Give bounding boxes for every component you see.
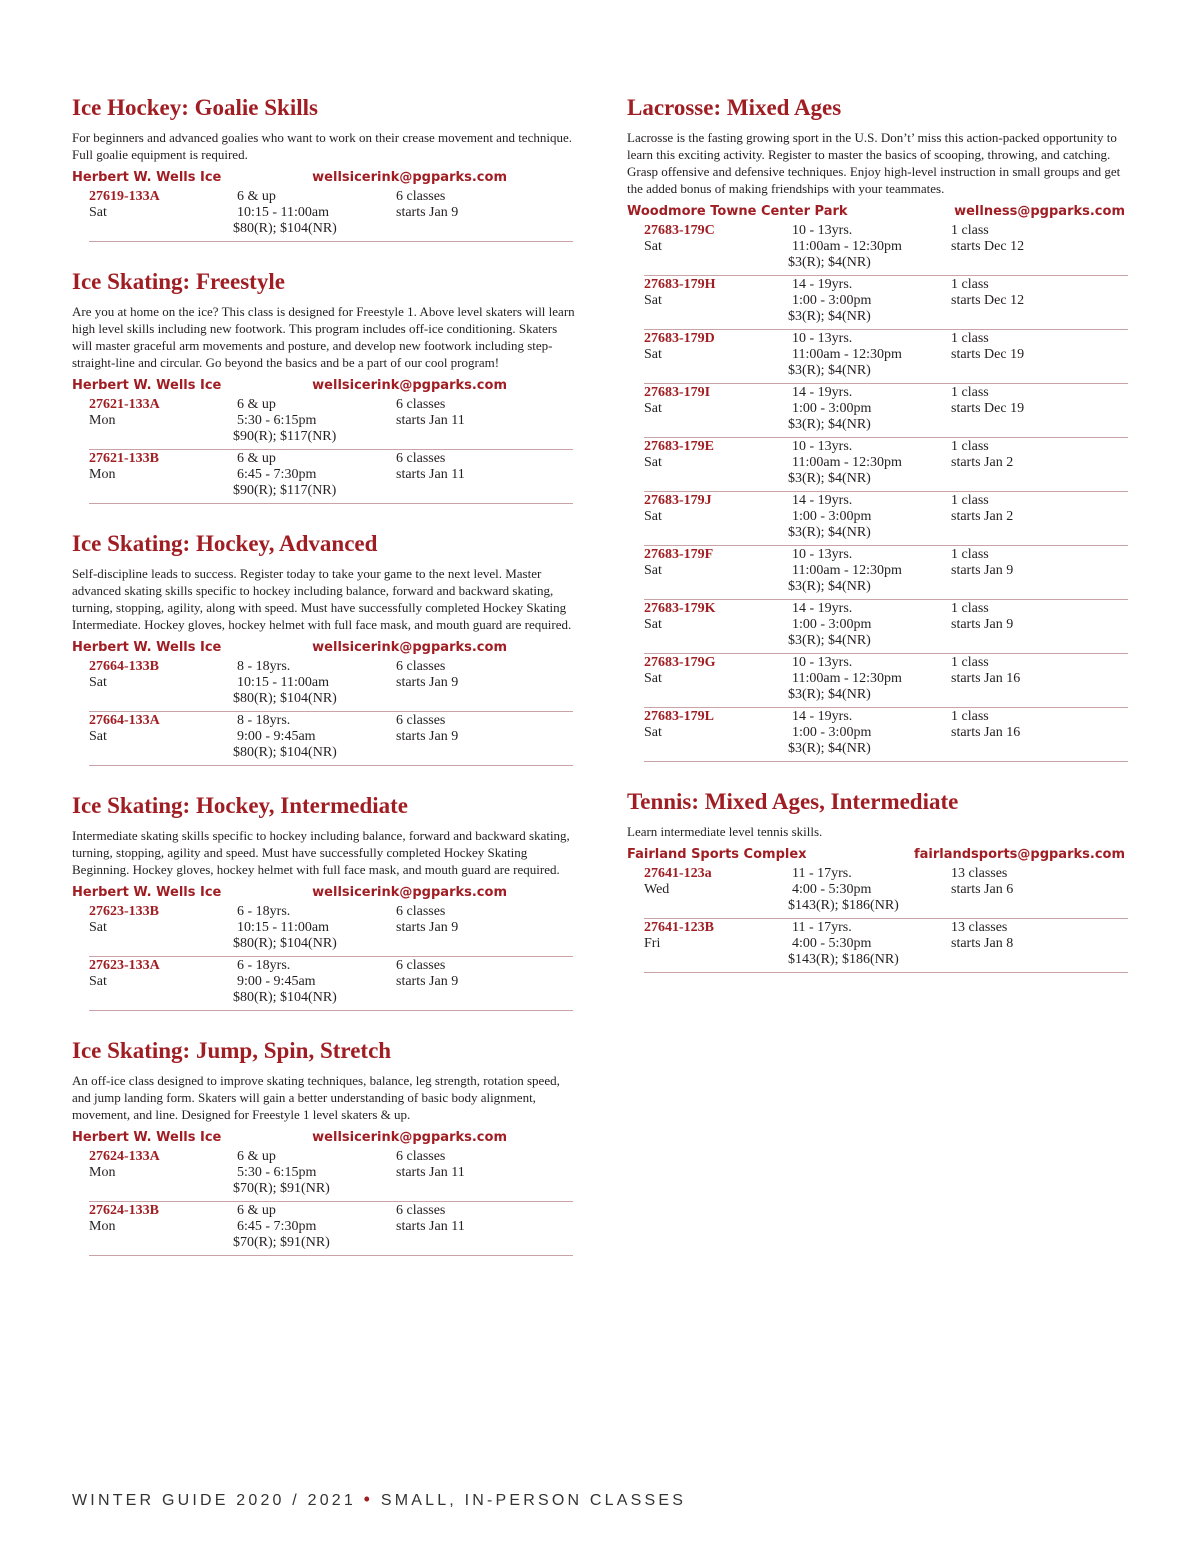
- class-day: Sat: [644, 293, 662, 308]
- program-title: Lacrosse: Mixed Ages: [627, 95, 842, 120]
- class-code: 27683-179C: [644, 223, 715, 238]
- class-fee: $80(R); $104(NR): [233, 936, 337, 951]
- class-start-date: starts Jan 9: [396, 675, 459, 690]
- class-row: [89, 189, 573, 242]
- class-day: Sat: [644, 347, 662, 362]
- location-email[interactable]: fairlandsports@pgparks.com: [913, 847, 1125, 862]
- location-name: Herbert W. Wells Ice: [72, 170, 222, 185]
- class-row: [644, 331, 1128, 384]
- class-list: [72, 189, 577, 242]
- class-start-date: starts Jan 9: [396, 729, 459, 744]
- class-age: 6 & up: [237, 1149, 276, 1164]
- class-start-date: starts Jan 2: [951, 509, 1014, 524]
- class-code: 27683-179I: [644, 385, 711, 400]
- class-fee: $3(R); $4(NR): [788, 471, 871, 486]
- class-fee: $80(R); $104(NR): [233, 990, 337, 1005]
- class-time: 10:15 - 11:00am: [237, 675, 330, 690]
- class-row: [644, 547, 1128, 600]
- class-code: 27664-133B: [89, 659, 159, 674]
- class-code: 27623-133B: [89, 904, 159, 919]
- class-fee: $3(R); $4(NR): [788, 579, 871, 594]
- class-count: 13 classes: [951, 866, 1008, 881]
- program-description: Self-discipline leads to success. Register today to take your game to the next level. Master advanced skating skills specific to hockey including balance, forward and backward skating, turning, stopping, agility, along with speed. Must have successfully completed Hockey Skating Intermediate. Hockey gloves, hockey helmet with full face mask, and mouth guard are required.: [72, 566, 572, 632]
- class-fee: $80(R); $104(NR): [233, 221, 337, 236]
- program-section: [627, 94, 1132, 762]
- class-count: 6 classes: [396, 1149, 446, 1164]
- class-fee: $143(R); $186(NR): [788, 898, 899, 913]
- class-count: 1 class: [951, 655, 989, 670]
- class-age: 14 - 19yrs.: [792, 709, 853, 724]
- class-count: 1 class: [951, 223, 989, 238]
- class-row: [644, 655, 1128, 708]
- class-day: Sat: [644, 239, 662, 254]
- location-row: [72, 1129, 507, 1147]
- program-section: [72, 530, 577, 766]
- class-count: 1 class: [951, 709, 989, 724]
- class-row: [89, 1203, 573, 1256]
- class-start-date: starts Jan 11: [396, 467, 465, 482]
- program-description: Lacrosse is the fasting growing sport in the U.S. Don’t’ miss this action-packed opportunity to learn this exciting activity. Register to master the basics of scooping, throwing, and catching. Grasp offensive and defensive techniques. Enjoy high-level instruction in small groups and get the added bonus of making friendships with your teammates.: [627, 130, 1121, 196]
- class-age: 14 - 19yrs.: [792, 601, 853, 616]
- location-name: Herbert W. Wells Ice: [72, 885, 222, 900]
- program-description: For beginners and advanced goalies who want to work on their crease movement and technique. Full goalie equipment is required.: [72, 130, 572, 162]
- class-fee: $3(R); $4(NR): [788, 255, 871, 270]
- class-fee: $3(R); $4(NR): [788, 741, 871, 756]
- class-list: [72, 904, 577, 1011]
- class-start-date: starts Jan 9: [396, 974, 459, 989]
- class-time: 11:00am - 12:30pm: [792, 563, 902, 578]
- class-age: 10 - 13yrs.: [792, 655, 853, 670]
- class-start-date: starts Jan 9: [951, 563, 1014, 578]
- class-count: 1 class: [951, 277, 989, 292]
- class-row: [644, 920, 1128, 973]
- class-time: 10:15 - 11:00am: [237, 920, 330, 935]
- class-row: [644, 439, 1128, 492]
- program-title: Tennis: Mixed Ages, Intermediate: [627, 789, 959, 814]
- location-name: Fairland Sports Complex: [627, 847, 807, 862]
- class-fee: $3(R); $4(NR): [788, 525, 871, 540]
- class-count: 1 class: [951, 385, 989, 400]
- class-age: 11 - 17yrs.: [792, 920, 852, 935]
- class-day: Sat: [89, 920, 107, 935]
- footer-subtitle: SMALL, IN-PERSON CLASSES: [380, 1492, 687, 1509]
- class-time: 5:30 - 6:15pm: [237, 1165, 317, 1180]
- class-code: 27683-179L: [644, 709, 714, 724]
- class-list: [627, 223, 1132, 762]
- class-start-date: starts Dec 12: [951, 239, 1025, 254]
- class-fee: $90(R); $117(NR): [233, 483, 337, 498]
- class-time: 6:45 - 7:30pm: [237, 1219, 317, 1234]
- class-age: 14 - 19yrs.: [792, 385, 853, 400]
- class-count: 1 class: [951, 493, 989, 508]
- class-code: 27683-179G: [644, 655, 716, 670]
- class-age: 14 - 19yrs.: [792, 277, 853, 292]
- class-count: 6 classes: [396, 1203, 446, 1218]
- program-section: [627, 788, 1132, 973]
- class-fee: $143(R); $186(NR): [788, 952, 899, 967]
- class-fee: $3(R); $4(NR): [788, 687, 871, 702]
- class-row: [644, 223, 1128, 276]
- class-count: 6 classes: [396, 451, 446, 466]
- class-list: [72, 1149, 577, 1256]
- page-footer: [72, 1489, 686, 1510]
- class-day: Sat: [644, 563, 662, 578]
- class-time: 4:00 - 5:30pm: [792, 936, 872, 951]
- class-day: Mon: [89, 1219, 116, 1234]
- class-start-date: starts Dec 19: [951, 401, 1025, 416]
- class-time: 11:00am - 12:30pm: [792, 671, 902, 686]
- class-code: 27621-133A: [89, 397, 160, 412]
- class-day: Sat: [644, 617, 662, 632]
- class-code: 27683-179K: [644, 601, 716, 616]
- class-fee: $3(R); $4(NR): [788, 363, 871, 378]
- location-row: [72, 169, 507, 187]
- class-count: 1 class: [951, 547, 989, 562]
- class-day: Wed: [644, 882, 670, 897]
- location-name: Woodmore Towne Center Park: [627, 204, 848, 219]
- class-list: [627, 866, 1132, 973]
- program-title: Ice Skating: Jump, Spin, Stretch: [72, 1038, 392, 1063]
- program-description: An off-ice class designed to improve skating techniques, balance, leg strength, rotation speed, and jump landing form. Skaters will gain a better understanding of basic body alignment, movement, and line. Designed for Freestyle 1 level skaters & up.: [72, 1073, 560, 1122]
- class-code: 27621-133B: [89, 451, 159, 466]
- class-start-date: starts Jan 2: [951, 455, 1014, 470]
- class-row: [644, 709, 1128, 762]
- class-age: 6 - 18yrs.: [237, 904, 291, 919]
- class-row: [644, 493, 1128, 546]
- class-start-date: starts Jan 9: [951, 617, 1014, 632]
- class-day: Sat: [89, 675, 107, 690]
- class-count: 1 class: [951, 439, 989, 454]
- class-fee: $70(R); $91(NR): [233, 1235, 330, 1250]
- class-row: [89, 451, 573, 504]
- class-age: 14 - 19yrs.: [792, 493, 853, 508]
- class-age: 6 - 18yrs.: [237, 958, 291, 973]
- program-title: Ice Skating: Hockey, Intermediate: [72, 793, 409, 818]
- class-day: Sat: [644, 401, 662, 416]
- class-age: 6 & up: [237, 397, 276, 412]
- class-time: 1:00 - 3:00pm: [792, 509, 872, 524]
- class-day: Mon: [89, 413, 116, 428]
- class-time: 5:30 - 6:15pm: [237, 413, 317, 428]
- program-section: [72, 268, 577, 504]
- class-time: 1:00 - 3:00pm: [792, 617, 872, 632]
- class-day: Mon: [89, 467, 116, 482]
- class-start-date: starts Dec 19: [951, 347, 1025, 362]
- class-age: 11 - 17yrs.: [792, 866, 852, 881]
- class-start-date: starts Jan 8: [951, 936, 1014, 951]
- class-code: 27683-179J: [644, 493, 712, 508]
- program-description: Learn intermediate level tennis skills.: [627, 824, 823, 839]
- class-time: 10:15 - 11:00am: [237, 205, 330, 220]
- class-fee: $3(R); $4(NR): [788, 633, 871, 648]
- class-code: 27624-133A: [89, 1149, 160, 1164]
- class-row: [644, 866, 1128, 919]
- class-fee: $80(R); $104(NR): [233, 745, 337, 760]
- location-row: [627, 846, 1125, 864]
- class-time: 6:45 - 7:30pm: [237, 467, 317, 482]
- class-row: [89, 713, 573, 766]
- location-email[interactable]: wellsicerink@pgparks.com: [312, 378, 507, 393]
- class-day: Sat: [644, 455, 662, 470]
- class-count: 1 class: [951, 331, 989, 346]
- class-fee: $70(R); $91(NR): [233, 1181, 330, 1196]
- class-start-date: starts Jan 9: [396, 920, 459, 935]
- class-day: Sat: [89, 729, 107, 744]
- class-age: 6 & up: [237, 451, 276, 466]
- location-name: Herbert W. Wells Ice: [72, 1130, 222, 1145]
- class-count: 6 classes: [396, 397, 446, 412]
- class-time: 11:00am - 12:30pm: [792, 455, 902, 470]
- location-row: [627, 203, 1125, 221]
- class-code: 27641-123B: [644, 920, 714, 935]
- program-description: Intermediate skating skills specific to hockey including balance, forward and backward skating, turning, stopping, agility and speed. Must have successfully completed Hockey Skating Beginning. Hockey gloves, hockey helmet with full face mask, and mouth guard are required.: [72, 828, 570, 877]
- class-code: 27619-133A: [89, 189, 160, 204]
- class-row: [644, 601, 1128, 654]
- class-start-date: starts Jan 16: [951, 725, 1021, 740]
- class-row: [89, 958, 573, 1011]
- class-time: 1:00 - 3:00pm: [792, 725, 872, 740]
- class-age: 8 - 18yrs.: [237, 659, 291, 674]
- class-count: 6 classes: [396, 659, 446, 674]
- footer-guide-title: WINTER GUIDE 2020 / 2021: [72, 1492, 356, 1509]
- class-count: 1 class: [951, 601, 989, 616]
- right-column: [627, 94, 1132, 999]
- class-time: 1:00 - 3:00pm: [792, 293, 872, 308]
- class-day: Sat: [89, 205, 107, 220]
- location-row: [72, 377, 507, 395]
- program-title: Ice Skating: Hockey, Advanced: [72, 531, 378, 556]
- class-count: 13 classes: [951, 920, 1008, 935]
- program-title: Ice Skating: Freestyle: [72, 269, 285, 294]
- class-time: 11:00am - 12:30pm: [792, 347, 902, 362]
- class-start-date: starts Dec 12: [951, 293, 1025, 308]
- class-fee: $3(R); $4(NR): [788, 309, 871, 324]
- class-day: Sat: [644, 671, 662, 686]
- class-age: 10 - 13yrs.: [792, 223, 853, 238]
- class-age: 8 - 18yrs.: [237, 713, 291, 728]
- class-age: 10 - 13yrs.: [792, 547, 853, 562]
- class-fee: $90(R); $117(NR): [233, 429, 337, 444]
- class-age: 10 - 13yrs.: [792, 331, 853, 346]
- class-code: 27664-133A: [89, 713, 160, 728]
- location-row: [72, 639, 507, 657]
- program-description: Are you at home on the ice? This class is designed for Freestyle 1. Above level skaters will learn high level skills including new footwork. This program includes off-ice conditioning. Skaters will master graceful arm movements and posture, and develop new footwork including step-straight-line and circular. Go beyond the basics and be a part of our cool program!: [72, 304, 575, 370]
- class-count: 6 classes: [396, 904, 446, 919]
- location-row: [72, 884, 507, 902]
- class-time: 4:00 - 5:30pm: [792, 882, 872, 897]
- class-time: 11:00am - 12:30pm: [792, 239, 902, 254]
- class-count: 6 classes: [396, 189, 446, 204]
- class-time: 9:00 - 9:45am: [237, 729, 316, 744]
- class-code: 27623-133A: [89, 958, 160, 973]
- class-row: [644, 277, 1128, 330]
- program-title: Ice Hockey: Goalie Skills: [72, 95, 318, 120]
- class-list: [72, 397, 577, 504]
- class-age: 10 - 13yrs.: [792, 439, 853, 454]
- location-email[interactable]: wellsicerink@pgparks.com: [312, 885, 507, 900]
- class-start-date: starts Jan 9: [396, 205, 459, 220]
- class-day: Sat: [644, 509, 662, 524]
- class-count: 6 classes: [396, 958, 446, 973]
- class-row: [644, 385, 1128, 438]
- class-row: [89, 659, 573, 712]
- class-row: [89, 904, 573, 957]
- class-fee: $3(R); $4(NR): [788, 417, 871, 432]
- class-fee: $80(R); $104(NR): [233, 691, 337, 706]
- class-start-date: starts Jan 11: [396, 1165, 465, 1180]
- class-code: 27683-179H: [644, 277, 716, 292]
- class-time: 9:00 - 9:45am: [237, 974, 316, 989]
- class-day: Sat: [89, 974, 107, 989]
- program-section: [72, 94, 577, 242]
- class-code: 27683-179E: [644, 439, 714, 454]
- class-day: Sat: [644, 725, 662, 740]
- class-start-date: starts Jan 11: [396, 413, 465, 428]
- class-start-date: starts Jan 6: [951, 882, 1014, 897]
- location-email[interactable]: wellness@pgparks.com: [954, 204, 1125, 219]
- class-row: [89, 1149, 573, 1202]
- class-count: 6 classes: [396, 713, 446, 728]
- class-age: 6 & up: [237, 1203, 276, 1218]
- class-day: Fri: [644, 936, 661, 951]
- class-start-date: starts Jan 11: [396, 1219, 465, 1234]
- class-code: 27683-179D: [644, 331, 715, 346]
- location-email[interactable]: wellsicerink@pgparks.com: [312, 640, 507, 655]
- location-name: Herbert W. Wells Ice: [72, 640, 222, 655]
- class-code: 27683-179F: [644, 547, 714, 562]
- footer-bullet-icon: •: [363, 1489, 374, 1509]
- program-section: [72, 792, 577, 1011]
- location-name: Herbert W. Wells Ice: [72, 378, 222, 393]
- class-day: Mon: [89, 1165, 116, 1180]
- class-time: 1:00 - 3:00pm: [792, 401, 872, 416]
- class-code: 27624-133B: [89, 1203, 159, 1218]
- left-column: [72, 94, 577, 1282]
- class-start-date: starts Jan 16: [951, 671, 1021, 686]
- location-email[interactable]: wellsicerink@pgparks.com: [312, 170, 507, 185]
- program-section: [72, 1037, 577, 1256]
- class-code: 27641-123a: [644, 866, 712, 881]
- class-row: [89, 397, 573, 450]
- class-age: 6 & up: [237, 189, 276, 204]
- class-list: [72, 659, 577, 766]
- location-email[interactable]: wellsicerink@pgparks.com: [312, 1130, 507, 1145]
